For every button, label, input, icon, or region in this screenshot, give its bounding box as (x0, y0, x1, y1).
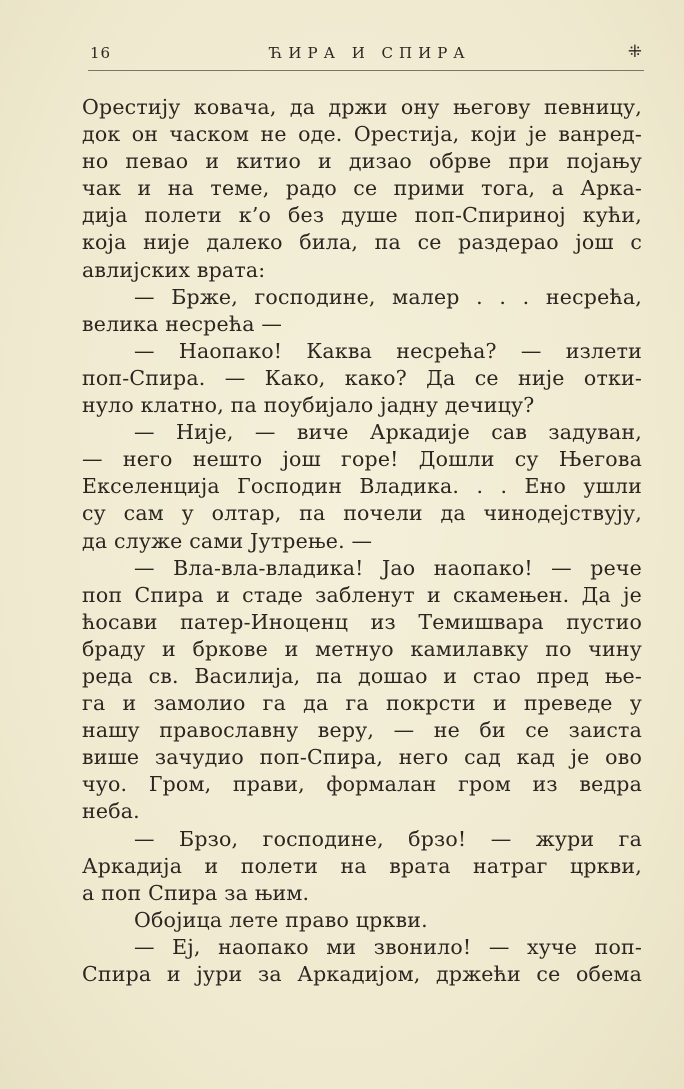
text-line: Орестију ковача, да држи ону његову певницу, (82, 95, 642, 119)
text-line: браду и бркове и метнуо камилавку по чину (82, 636, 642, 661)
text-line: поп Спира и стаде забленут и скамењен. Да је (82, 582, 642, 607)
text-line: Обојица лете право цркви. (134, 907, 428, 932)
text-line: чуо. Гром, прави, формалан гром из ведра (82, 772, 642, 797)
text-line: — Брзо, господине, брзо! — жури га (134, 826, 642, 851)
text-line: — Брже, господине, малер . . . несрећа, (134, 284, 642, 309)
text-line: су сам у олтар, па почели да чинодејствују, (82, 501, 642, 526)
text-line: да служе сами Јутрење. — (82, 528, 373, 553)
text-line: неба. (82, 799, 140, 824)
text-line: ћосави патер-Иноценц из Темишвара пустио (82, 609, 642, 634)
text-line: која није далеко била, па се раздерао још с (82, 230, 642, 255)
text-line: но певао и китио и дизао обрве при појању (82, 149, 642, 174)
page-number: 16 (90, 44, 112, 62)
page-header (90, 44, 650, 68)
ornament-icon: ⁜ (627, 42, 642, 62)
text-line: Екселенција Господин Владика. . . Ено ушли (82, 474, 642, 499)
header-rule (88, 70, 644, 71)
text-line: а поп Спира за њим. (82, 880, 310, 905)
text-line: Аркадија и полети на врата натраг цркви, (82, 853, 642, 878)
text-line: нуло клатно, па поубијало јадну дечицу? (82, 393, 535, 418)
text-line: нашу православну веру, — не би се заиста (82, 718, 642, 743)
text-line: — Ej, наопако ми звонило! — хуче поп- (134, 934, 642, 959)
text-line: поп-Спира. — Како, како? Да се није отки- (82, 365, 642, 390)
text-line: — Наопако! Каква несрећа? — излети (134, 338, 642, 363)
text-line: дија полети к’о без душе поп-Спириној кући, (82, 203, 642, 228)
text-line: више зачудио поп-Спира, него сад кад је ово (82, 745, 642, 770)
text-line: чак и на теме, радо се прими тога, а Арка- (82, 176, 642, 201)
text-line: — него нешто још горе! Дошли су Његова (82, 447, 642, 472)
text-line: — Вла-вла-владика! Јао наопако! — рече (134, 555, 642, 580)
running-title: ЋИРА И СПИРА (269, 44, 471, 62)
text-line: — Није, — виче Аркадије сав задуван, (134, 420, 642, 445)
body-text (82, 94, 642, 988)
text-line: Спира и јури за Аркадијом, држећи се обема (82, 962, 642, 986)
text-line: га и замолио га да га покрсти и преведе у (82, 691, 642, 716)
text-line: док он часком не оде. Орестија, који је ванред- (82, 122, 642, 147)
text-line: авлијских врата: (82, 257, 266, 282)
text-line: велика несрећа — (82, 311, 283, 336)
text-line: реда св. Василија, па дошао и стао пред ње- (82, 663, 642, 688)
